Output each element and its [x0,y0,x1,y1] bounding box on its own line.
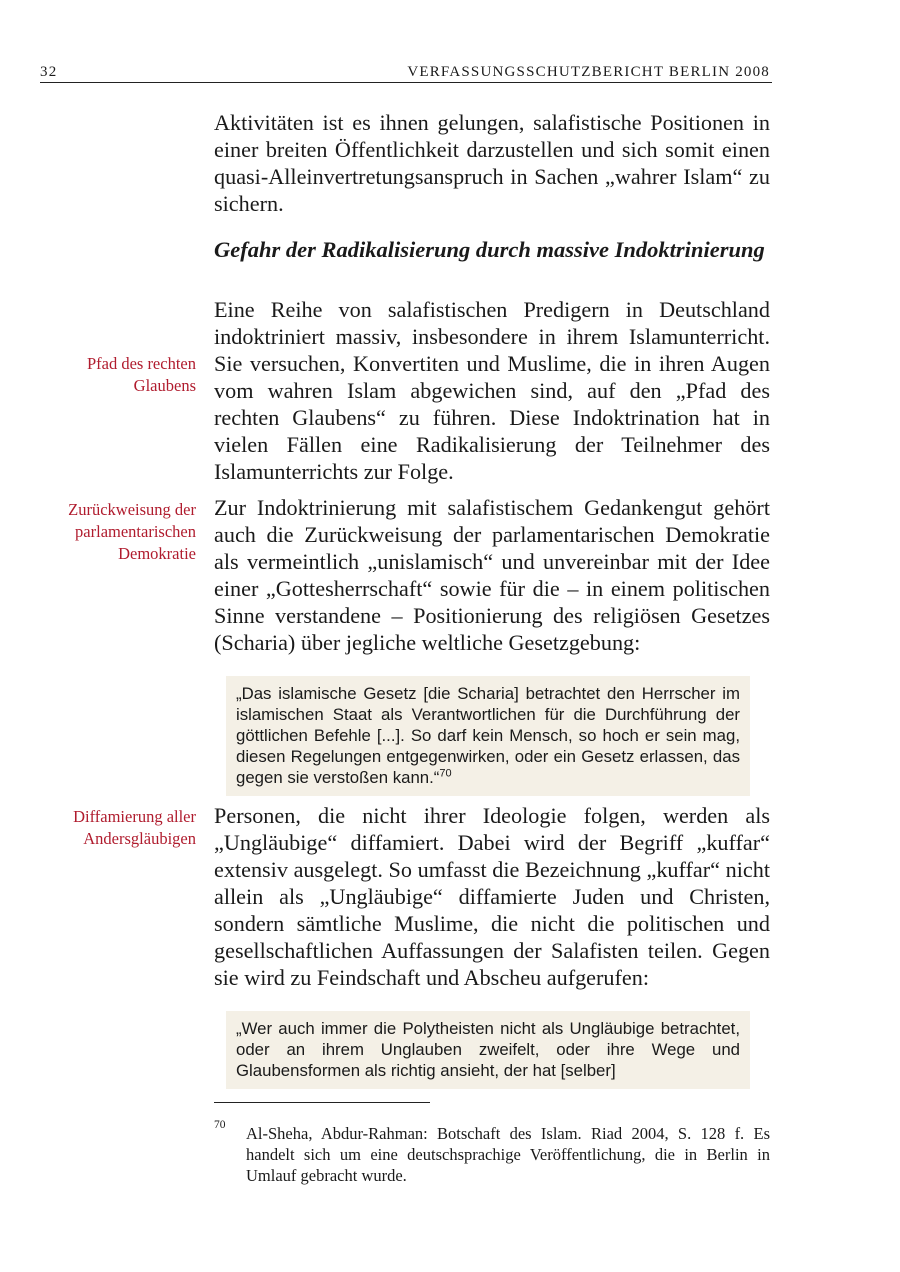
running-title: VERFASSUNGSSCHUTZBERICHT BERLIN 2008 [407,64,770,80]
footnote-separator [214,1102,430,1103]
paragraph-democracy: Zur Indoktrinierung mit salafistischem Gedankengut gehört auch die Zurückweisung der parlamentarischen Demokratie als vermeintlich „unislamisch“ und unvereinbar mit der Idee einer „Gottesherrschaft“ sowie für die – in einem politischen Sinne verstandene – Positionierung des religiösen Gesetzes (Scharia) über jegliche weltliche Gesetzgebung: [214,495,770,655]
paragraph-indoctrination: Eine Reihe von salafistischen Predigern in Deutschland indoktriniert massiv, insbesondere in ihrem Islamunterricht. Sie versuchen, Konvertiten und Muslime, die in ihren Augen vom wahren Islam abgewichen sind, auf den „Pfad des rechten Glaubens“ zu führen. Diese Indoktrination hat in vielen Fällen eine Radikalisierung der Teilnehmer des Islamunterrichts zur Folge. [214,297,770,484]
margin-note-diffamierung: Diffamierung aller Andersgläubigen [73,807,196,848]
footnote-text: Al-Sheha, Abdur-Rahman: Botschaft des Islam. Riad 2004, S. 128 f. Es handelt sich um eine deutschsprachige Veröffentlichung, die in Berlin in Umlauf gebracht wurde. [246,1124,770,1185]
section-heading: Gefahr der Radikalisierung durch massive Indoktrinierung [214,237,765,262]
margin-note-pfad: Pfad des rechten Glaubens [86,354,196,395]
footnote-reference: 70 [439,767,452,780]
quote-box-polytheisten [226,1011,750,1089]
page-number: 32 [40,64,58,80]
quote-text: „Das islamische Gesetz [die Scharia] betrachtet den Herrscher im islamischen Staat als Verantwortlichen für die Durchführung der göttlichen Befehle [...]. So darf kein Mensch, so hoch er sein mag, diesen Regelungen entgegenwirken, oder ein Gesetz erlassen, das gegen sie verstoßen kann.“ [236,684,740,787]
quote-box-scharia [226,676,750,796]
footnote-number: 70 [214,1119,226,1131]
running-header [40,62,772,83]
paragraph-kuffar: Personen, die nicht ihrer Ideologie folgen, werden als „Ungläubige“ diffamiert. Dabei wird der Begriff „kuffar“ extensiv ausgelegt. So umfasst die Bezeichnung „kuffar“ nicht allein als „Ungläubige“ diffamierte Juden und Christen, sondern sämtliche Muslime, die nicht die politischen und gesellschaftlichen Auffassungen der Salafisten teilen. Gegen sie wird zu Feindschaft und Abscheu aufgerufen: [214,803,770,990]
paragraph-intro: Aktivitäten ist es ihnen gelungen, salafistische Positionen in einer breiten Öffentlichkeit darzustellen und sich somit einen quasi-Alleinvertretungsanspruch in Sachen „wahrer Islam“ zu sichern. [214,110,770,216]
margin-note-zurueckweisung: Zurückweisung der parlamentarischen Demokratie [68,500,196,563]
quote-text: „Wer auch immer die Polytheisten nicht als Ungläubige betrachtet, oder an ihrem Unglauben zweifelt, oder ihre Wege und Glaubensformen als richtig ansieht, der hat [selber] [236,1019,740,1080]
